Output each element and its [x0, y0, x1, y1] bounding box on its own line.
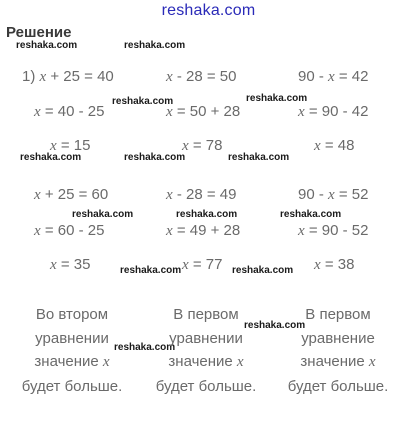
- variable-x: x: [166, 69, 173, 85]
- watermark: reshaka.com: [244, 320, 306, 331]
- watermark: reshaka.com: [228, 152, 290, 163]
- watermark: reshaka.com: [280, 209, 342, 220]
- equation-answer: x = 48: [314, 137, 355, 154]
- equation-answer: x = 35: [50, 256, 91, 273]
- watermark: reshaka.com: [72, 209, 134, 220]
- equation-step: x = 40 - 25: [34, 103, 105, 120]
- watermark: reshaka.com: [176, 209, 238, 220]
- variable-x: x: [182, 138, 189, 154]
- equation: 90 - x = 42: [298, 68, 369, 85]
- conclusion-text: В первом уравнение значение x будет больше.: [287, 306, 389, 395]
- equation-step: x = 50 + 28: [166, 103, 241, 120]
- equation-answer: x = 15: [50, 137, 91, 154]
- variable-x: x: [236, 354, 244, 370]
- equation-step: x = 90 - 52: [298, 222, 369, 239]
- equation: x - 28 = 49: [166, 186, 237, 203]
- equation: x + 25 = 60: [34, 186, 109, 203]
- conclusion-text: Во втором уравнении значение x будет больше.: [21, 306, 123, 395]
- variable-x: x: [314, 138, 321, 154]
- equation-answer: x = 78: [182, 137, 223, 154]
- variable-x: x: [298, 104, 305, 120]
- variable-x: x: [368, 354, 376, 370]
- section-title: Решение: [6, 24, 72, 41]
- watermark: reshaka.com: [120, 265, 182, 276]
- equation-step: x = 90 - 42: [298, 103, 369, 120]
- site-logo[interactable]: reshaka.com: [161, 2, 256, 19]
- variable-x: x: [34, 104, 41, 120]
- variable-x: x: [102, 354, 110, 370]
- variable-x: x: [314, 257, 321, 273]
- watermark: reshaka.com: [232, 265, 294, 276]
- variable-x: x: [50, 138, 57, 154]
- conclusion-text: В первом уравнении значение x будет больше.: [155, 306, 257, 395]
- watermark: reshaka.com: [124, 40, 186, 51]
- equation: 1) x + 25 = 40: [22, 68, 114, 85]
- variable-x: x: [182, 257, 189, 273]
- variable-x: x: [166, 223, 173, 239]
- equation-step: x = 60 - 25: [34, 222, 105, 239]
- variable-x: x: [50, 257, 57, 273]
- equation: 90 - x = 52: [298, 186, 369, 203]
- watermark: reshaka.com: [114, 342, 176, 353]
- variable-x: x: [34, 187, 41, 203]
- watermark: reshaka.com: [246, 93, 308, 104]
- equation-answer: x = 77: [182, 256, 223, 273]
- equation: x - 28 = 50: [166, 68, 237, 85]
- watermark: reshaka.com: [112, 96, 174, 107]
- variable-x: x: [166, 187, 173, 203]
- watermark: reshaka.com: [16, 40, 78, 51]
- watermark: reshaka.com: [20, 152, 82, 163]
- variable-x: x: [328, 187, 335, 203]
- equation-step: x = 49 + 28: [166, 222, 241, 239]
- watermark: reshaka.com: [124, 152, 186, 163]
- variable-x: x: [39, 69, 47, 85]
- variable-x: x: [328, 69, 335, 85]
- variable-x: x: [166, 104, 173, 120]
- equation-answer: x = 38: [314, 256, 355, 273]
- variable-x: x: [34, 223, 41, 239]
- variable-x: x: [298, 223, 305, 239]
